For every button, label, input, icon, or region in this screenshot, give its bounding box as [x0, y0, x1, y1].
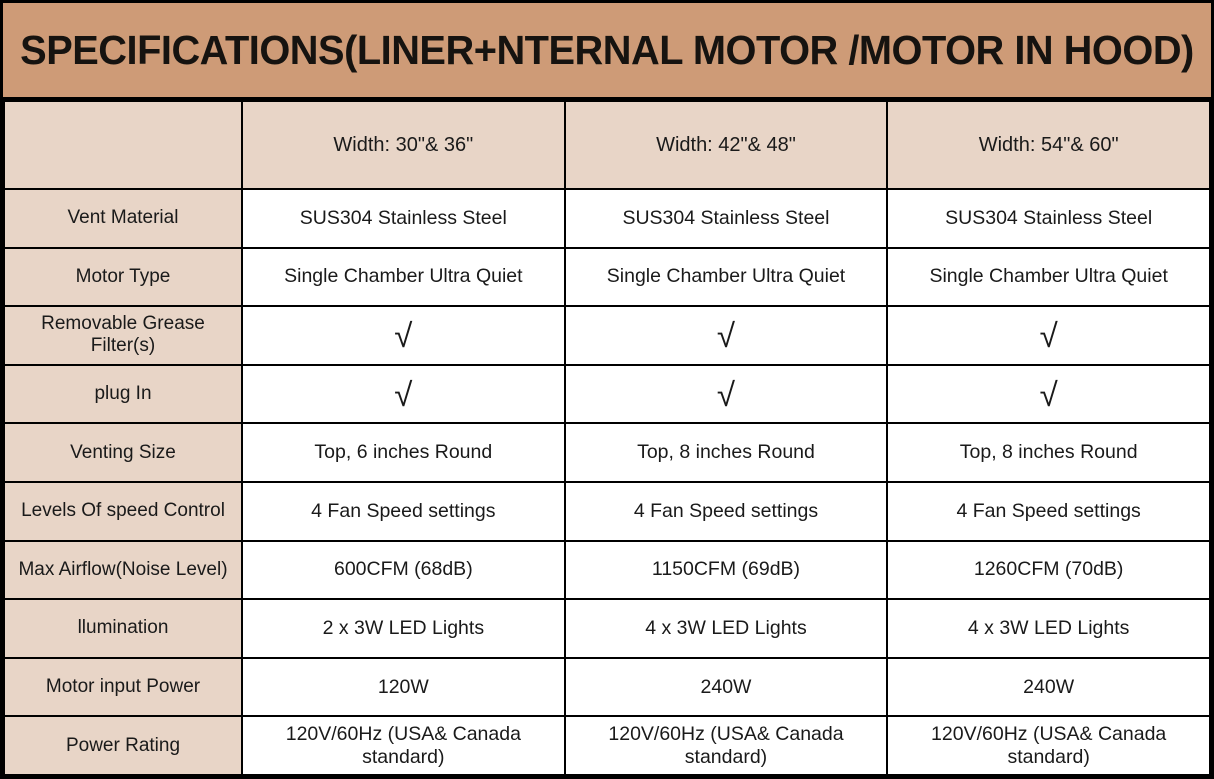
checkmark-cell: √	[242, 365, 565, 424]
checkmark-cell: √	[887, 365, 1210, 424]
value-cell: 120V/60Hz (USA& Canada standard)	[565, 716, 888, 775]
value-cell: Single Chamber Ultra Quiet	[565, 248, 888, 307]
value-cell: 120V/60Hz (USA& Canada standard)	[887, 716, 1210, 775]
table-row	[4, 365, 1210, 424]
value-cell: 240W	[887, 658, 1210, 717]
value-cell: Single Chamber Ultra Quiet	[887, 248, 1210, 307]
value-cell: 120W	[242, 658, 565, 717]
table-row	[4, 189, 1210, 248]
row-label: Removable Grease Filter(s)	[4, 306, 242, 365]
checkmark-cell: √	[242, 306, 565, 365]
column-header-empty	[4, 101, 242, 189]
value-cell: 240W	[565, 658, 888, 717]
checkmark-cell: √	[565, 306, 888, 365]
value-cell: SUS304 Stainless Steel	[887, 189, 1210, 248]
checkmark-cell: √	[887, 306, 1210, 365]
row-label: Venting Size	[4, 423, 242, 482]
value-cell: 600CFM (68dB)	[242, 541, 565, 600]
page-title: SPECIFICATIONS(LINER+NTERNAL MOTOR /MOTOR IN HOOD)	[20, 26, 1194, 73]
value-cell: 4 x 3W LED Lights	[887, 599, 1210, 658]
checkmark-cell: √	[565, 365, 888, 424]
row-label: Vent Material	[4, 189, 242, 248]
column-header-width-54-60: Width: 54"& 60"	[887, 101, 1210, 189]
value-cell: Top, 8 inches Round	[565, 423, 888, 482]
value-cell: 4 x 3W LED Lights	[565, 599, 888, 658]
table-row	[4, 423, 1210, 482]
row-label: plug In	[4, 365, 242, 424]
value-cell: 1260CFM (70dB)	[887, 541, 1210, 600]
value-cell: 120V/60Hz (USA& Canada standard)	[242, 716, 565, 775]
table-row	[4, 541, 1210, 600]
column-header-width-30-36: Width: 30"& 36"	[242, 101, 565, 189]
row-label: Max Airflow(Noise Level)	[4, 541, 242, 600]
row-label: Motor input Power	[4, 658, 242, 717]
value-cell: 4 Fan Speed settings	[565, 482, 888, 541]
table-row	[4, 716, 1210, 775]
value-cell: 4 Fan Speed settings	[242, 482, 565, 541]
value-cell: Top, 6 inches Round	[242, 423, 565, 482]
spec-table	[3, 100, 1211, 776]
row-label: llumination	[4, 599, 242, 658]
spec-table-body	[4, 189, 1210, 775]
table-row	[4, 599, 1210, 658]
row-label: Motor Type	[4, 248, 242, 307]
value-cell: Top, 8 inches Round	[887, 423, 1210, 482]
row-label: Power Rating	[4, 716, 242, 775]
table-row	[4, 658, 1210, 717]
banner	[3, 3, 1211, 100]
table-row	[4, 306, 1210, 365]
row-label: Levels Of speed Control	[4, 482, 242, 541]
value-cell: SUS304 Stainless Steel	[565, 189, 888, 248]
value-cell: Single Chamber Ultra Quiet	[242, 248, 565, 307]
value-cell: 1150CFM (69dB)	[565, 541, 888, 600]
value-cell: SUS304 Stainless Steel	[242, 189, 565, 248]
table-header-row	[4, 101, 1210, 189]
table-row	[4, 482, 1210, 541]
table-row	[4, 248, 1210, 307]
column-header-width-42-48: Width: 42"& 48"	[565, 101, 888, 189]
value-cell: 4 Fan Speed settings	[887, 482, 1210, 541]
value-cell: 2 x 3W LED Lights	[242, 599, 565, 658]
